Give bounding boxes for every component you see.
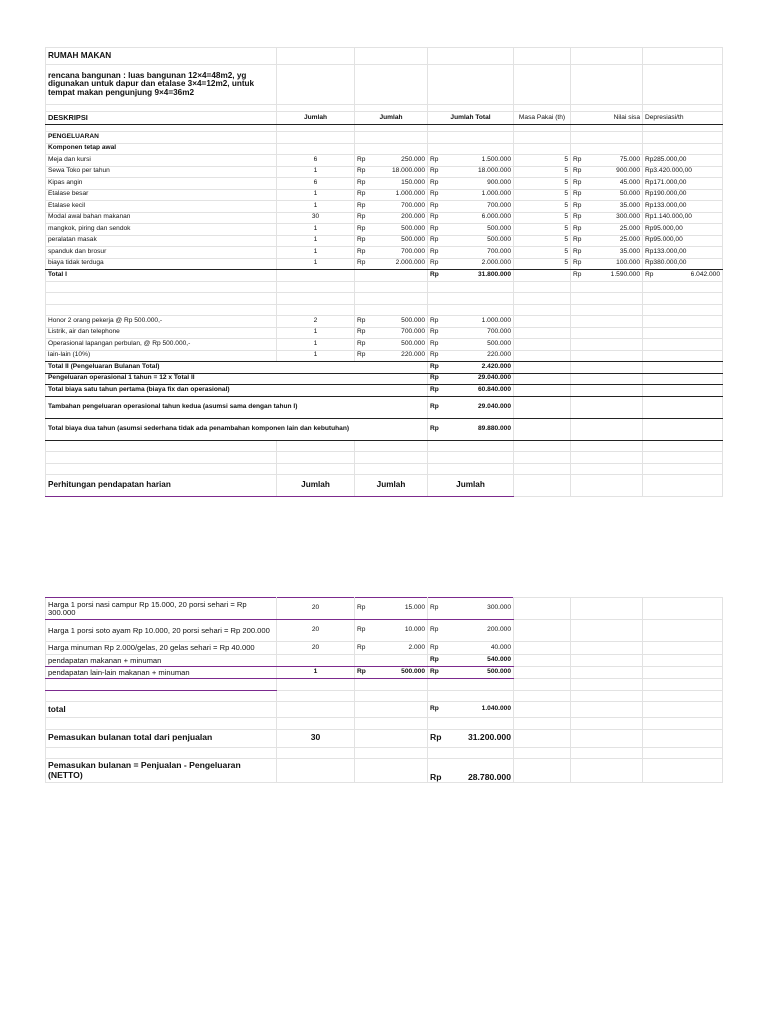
item-depreciation: Rp171.000,00 bbox=[643, 178, 723, 190]
item-residual bbox=[571, 201, 643, 213]
currency: Rp bbox=[357, 339, 366, 347]
item-residual bbox=[571, 178, 643, 190]
residual-value: 1.590.000 bbox=[610, 270, 640, 278]
item-desc: Meja dan kursi bbox=[46, 155, 277, 167]
residual-value: 25.000 bbox=[619, 224, 640, 232]
income-desc: Harga minuman Rp 2.000/gelas, 20 gelas sehari = Rp 40.000 bbox=[46, 642, 277, 655]
price-value: 700.000 bbox=[401, 247, 425, 255]
total-1-value bbox=[428, 270, 514, 282]
summary-amount: 60.840.000 bbox=[477, 385, 511, 393]
income-food-row bbox=[46, 655, 723, 667]
income-total-value bbox=[428, 702, 514, 718]
netto-label: Pemasukan bulanan = Penjualan - Pengeluaran (NETTO) bbox=[46, 759, 277, 783]
monthly-desc: lain-lain (10%) bbox=[46, 350, 277, 362]
summary-value bbox=[428, 373, 514, 385]
spreadsheet bbox=[45, 47, 722, 783]
currency: Rp bbox=[573, 155, 582, 163]
income-total bbox=[428, 642, 514, 655]
item-total bbox=[428, 166, 514, 178]
summary-value bbox=[428, 362, 514, 374]
table-row bbox=[46, 339, 723, 351]
price-value: 500.000 bbox=[401, 668, 425, 676]
item-price bbox=[355, 235, 428, 247]
item-total bbox=[428, 201, 514, 213]
summary-row bbox=[46, 418, 723, 440]
monthly-total bbox=[428, 327, 514, 339]
currency: Rp bbox=[430, 155, 439, 163]
item-desc: Modal awal bahan makanan bbox=[46, 212, 277, 224]
currency: Rp bbox=[430, 771, 442, 782]
table-row bbox=[46, 327, 723, 339]
currency: Rp bbox=[357, 167, 366, 175]
total-value: 200.000 bbox=[487, 626, 511, 634]
empty-row bbox=[46, 281, 723, 293]
summary-amount: 29.040.000 bbox=[477, 402, 511, 410]
income-qty: 20 bbox=[277, 642, 355, 655]
currency: Rp bbox=[573, 236, 582, 244]
currency: Rp bbox=[357, 604, 366, 612]
item-qty: 6 bbox=[277, 155, 355, 167]
currency: Rp bbox=[357, 224, 366, 232]
income-qty: 20 bbox=[277, 598, 355, 620]
table-row bbox=[46, 212, 723, 224]
income-header-label: Perhitungan pendapatan harian bbox=[46, 475, 277, 497]
item-qty: 1 bbox=[277, 189, 355, 201]
table-row bbox=[46, 258, 723, 270]
price-value: 250.000 bbox=[401, 155, 425, 163]
price-value: 18.000.000 bbox=[391, 167, 425, 175]
income-header-jumlah-3: Jumlah bbox=[428, 475, 514, 497]
item-desc: spanduk dan brosur bbox=[46, 247, 277, 259]
summary-label: Pengeluaran operasional 1 tahun = 12 x Total II bbox=[46, 373, 428, 385]
item-qty: 1 bbox=[277, 258, 355, 270]
monthly-total bbox=[428, 350, 514, 362]
currency: Rp bbox=[357, 236, 366, 244]
table-row bbox=[46, 350, 723, 362]
price-value: 10.000 bbox=[404, 626, 425, 634]
item-depreciation: Rp380.000,00 bbox=[643, 258, 723, 270]
item-total bbox=[428, 189, 514, 201]
currency: Rp bbox=[573, 190, 582, 198]
table-row bbox=[46, 598, 723, 620]
currency: Rp bbox=[430, 626, 439, 634]
item-depreciation: Rp95.000,00 bbox=[643, 235, 723, 247]
table-row bbox=[46, 224, 723, 236]
empty-row bbox=[46, 747, 723, 759]
table-row bbox=[46, 316, 723, 328]
currency: Rp bbox=[645, 270, 654, 278]
residual-value: 900.000 bbox=[616, 167, 640, 175]
item-depreciation: Rp1.140.000,00 bbox=[643, 212, 723, 224]
currency: Rp bbox=[430, 167, 439, 175]
income-total bbox=[428, 598, 514, 620]
monthly-price bbox=[355, 316, 428, 328]
currency: Rp bbox=[573, 167, 582, 175]
item-life: 5 bbox=[514, 201, 571, 213]
currency: Rp bbox=[573, 270, 582, 278]
item-price bbox=[355, 155, 428, 167]
total-value: 40.000 bbox=[490, 643, 511, 651]
residual-value: 75.000 bbox=[619, 155, 640, 163]
income-price bbox=[355, 598, 428, 620]
item-depreciation: Rp133.000,00 bbox=[643, 201, 723, 213]
price-value: 1.000.000 bbox=[395, 190, 425, 198]
item-life: 5 bbox=[514, 166, 571, 178]
item-depreciation: Rp190.000,00 bbox=[643, 189, 723, 201]
section-pengeluaran: PENGELUARAN bbox=[46, 132, 277, 144]
summary-label: Total II (Pengeluaran Bulanan Total) bbox=[46, 362, 428, 374]
header-masa-pakai: Masa Pakai (th) bbox=[514, 112, 571, 125]
item-qty: 30 bbox=[277, 212, 355, 224]
item-desc: Etalase besar bbox=[46, 189, 277, 201]
table-row bbox=[46, 247, 723, 259]
monthly-income-row bbox=[46, 729, 723, 747]
income-other-qty: 1 bbox=[277, 667, 355, 679]
item-life: 5 bbox=[514, 247, 571, 259]
currency: Rp bbox=[430, 604, 439, 612]
currency: Rp bbox=[430, 316, 439, 324]
total-value: 1.040.000 bbox=[481, 705, 511, 713]
currency: Rp bbox=[430, 705, 439, 713]
summary-value bbox=[428, 418, 514, 440]
monthly-total bbox=[428, 339, 514, 351]
price-value: 700.000 bbox=[401, 328, 425, 336]
currency: Rp bbox=[573, 259, 582, 267]
income-desc: Harga 1 porsi soto ayam Rp 10.000, 20 porsi sehari = Rp 200.000 bbox=[46, 620, 277, 642]
monthly-price bbox=[355, 350, 428, 362]
item-desc: Etalase kecil bbox=[46, 201, 277, 213]
currency: Rp bbox=[430, 402, 439, 410]
residual-value: 35.000 bbox=[619, 247, 640, 255]
price-value: 500.000 bbox=[401, 236, 425, 244]
item-qty: 1 bbox=[277, 247, 355, 259]
monthly-desc: Honor 2 orang pekerja @ Rp 500.000,- bbox=[46, 316, 277, 328]
item-price bbox=[355, 258, 428, 270]
item-qty: 1 bbox=[277, 166, 355, 178]
item-desc: mangkok, piring dan sendok bbox=[46, 224, 277, 236]
price-value: 500.000 bbox=[401, 339, 425, 347]
residual-value: 35.000 bbox=[619, 201, 640, 209]
item-price bbox=[355, 201, 428, 213]
total-value: 1.000.000 bbox=[481, 190, 511, 198]
monthly-qty: 1 bbox=[277, 327, 355, 339]
header-jumlah-total: Jumlah Total bbox=[428, 112, 514, 125]
currency: Rp bbox=[430, 178, 439, 186]
header-row bbox=[46, 112, 723, 125]
income-other-row bbox=[46, 667, 723, 679]
empty-row bbox=[46, 440, 723, 452]
monthly-price bbox=[355, 327, 428, 339]
currency: Rp bbox=[430, 201, 439, 209]
item-life: 5 bbox=[514, 178, 571, 190]
price-value: 150.000 bbox=[401, 178, 425, 186]
currency: Rp bbox=[357, 351, 366, 359]
item-price bbox=[355, 247, 428, 259]
monthly-qty: 2 bbox=[277, 316, 355, 328]
residual-value: 25.000 bbox=[619, 236, 640, 244]
income-desc: Harga 1 porsi nasi campur Rp 15.000, 20 porsi sehari = Rp 300.000 bbox=[46, 598, 277, 620]
empty-row bbox=[46, 463, 723, 475]
item-life: 5 bbox=[514, 258, 571, 270]
section-komponen: Komponen tetap awal bbox=[46, 143, 277, 155]
summary-amount: 29.040.000 bbox=[477, 374, 511, 382]
total-value: 500.000 bbox=[487, 236, 511, 244]
currency: Rp bbox=[430, 247, 439, 255]
price-value: 200.000 bbox=[401, 213, 425, 221]
income-table bbox=[45, 597, 723, 783]
total-1-label: Total I bbox=[46, 270, 277, 282]
currency: Rp bbox=[430, 668, 439, 676]
item-life: 5 bbox=[514, 224, 571, 236]
monthly-qty: 1 bbox=[277, 350, 355, 362]
residual-value: 50.000 bbox=[619, 190, 640, 198]
table-row bbox=[46, 620, 723, 642]
price-value: 500.000 bbox=[401, 316, 425, 324]
table-row bbox=[46, 155, 723, 167]
currency: Rp bbox=[357, 626, 366, 634]
monthly-income-value bbox=[428, 729, 514, 747]
monthly-desc: Listrik, air dan telephone bbox=[46, 327, 277, 339]
total-value: 6.000.000 bbox=[481, 213, 511, 221]
currency: Rp bbox=[430, 362, 439, 370]
header-nilai-sisa: Nilai sisa bbox=[571, 112, 643, 125]
table-row bbox=[46, 189, 723, 201]
item-depreciation: Rp285.000,00 bbox=[643, 155, 723, 167]
summary-value bbox=[428, 385, 514, 397]
item-total bbox=[428, 178, 514, 190]
total-value: 31.200.000 bbox=[467, 732, 511, 743]
summary-amount: 89.880.000 bbox=[477, 424, 511, 432]
total-value: 31.800.000 bbox=[477, 270, 511, 278]
summary-label: Tambahan pengeluaran operasional tahun kedua (asumsi sama dengan tahun I) bbox=[46, 396, 428, 418]
empty-row bbox=[46, 304, 723, 316]
item-life: 5 bbox=[514, 212, 571, 224]
income-total bbox=[428, 620, 514, 642]
total-1-row bbox=[46, 270, 723, 282]
currency: Rp bbox=[357, 259, 366, 267]
income-food-label: pendapatan makanan + minuman bbox=[46, 655, 277, 667]
item-desc: biaya tidak terduga bbox=[46, 258, 277, 270]
currency: Rp bbox=[430, 236, 439, 244]
item-life: 5 bbox=[514, 235, 571, 247]
price-value: 500.000 bbox=[401, 224, 425, 232]
income-header-jumlah-1: Jumlah bbox=[277, 475, 355, 497]
currency: Rp bbox=[357, 643, 366, 651]
total-value: 28.780.000 bbox=[467, 771, 511, 782]
item-total bbox=[428, 155, 514, 167]
netto-row bbox=[46, 759, 723, 783]
item-qty: 1 bbox=[277, 224, 355, 236]
item-residual bbox=[571, 212, 643, 224]
table-row bbox=[46, 235, 723, 247]
item-price bbox=[355, 178, 428, 190]
total-value: 500.000 bbox=[487, 224, 511, 232]
empty-row bbox=[46, 293, 723, 305]
currency: Rp bbox=[573, 178, 582, 186]
income-other-total bbox=[428, 667, 514, 679]
currency: Rp bbox=[357, 213, 366, 221]
table-row bbox=[46, 201, 723, 213]
total-value: 700.000 bbox=[487, 247, 511, 255]
total-value: 1.500.000 bbox=[481, 155, 511, 163]
item-total bbox=[428, 235, 514, 247]
item-depreciation: Rp95.000,00 bbox=[643, 224, 723, 236]
income-food-total bbox=[428, 655, 514, 667]
item-depreciation: Rp133.000,00 bbox=[643, 247, 723, 259]
item-depreciation: Rp3.420.000,00 bbox=[643, 166, 723, 178]
currency: Rp bbox=[573, 213, 582, 221]
item-desc: Sewa Toko per tahun bbox=[46, 166, 277, 178]
empty-row bbox=[46, 690, 723, 702]
price-value: 2.000.000 bbox=[395, 259, 425, 267]
income-price bbox=[355, 620, 428, 642]
total-value: 700.000 bbox=[487, 328, 511, 336]
item-price bbox=[355, 212, 428, 224]
total-value: 300.000 bbox=[487, 604, 511, 612]
currency: Rp bbox=[430, 385, 439, 393]
income-total-row bbox=[46, 702, 723, 718]
currency: Rp bbox=[430, 424, 439, 432]
currency: Rp bbox=[430, 374, 439, 382]
item-residual bbox=[571, 155, 643, 167]
income-total-label: total bbox=[46, 702, 277, 718]
item-life: 5 bbox=[514, 189, 571, 201]
currency: Rp bbox=[357, 155, 366, 163]
residual-value: 45.000 bbox=[619, 178, 640, 186]
header-jumlah-2: Jumlah bbox=[355, 112, 428, 125]
currency: Rp bbox=[357, 247, 366, 255]
total-value: 1.000.000 bbox=[481, 316, 511, 324]
currency: Rp bbox=[430, 656, 439, 664]
price-value: 2.000 bbox=[408, 643, 425, 651]
residual-value: 100.000 bbox=[616, 259, 640, 267]
price-value: 220.000 bbox=[401, 351, 425, 359]
item-residual bbox=[571, 258, 643, 270]
currency: Rp bbox=[430, 351, 439, 359]
currency: Rp bbox=[357, 201, 366, 209]
monthly-qty: 1 bbox=[277, 339, 355, 351]
total-value: 18.000.000 bbox=[477, 167, 511, 175]
currency: Rp bbox=[573, 201, 582, 209]
table-row bbox=[46, 166, 723, 178]
item-price bbox=[355, 224, 428, 236]
total-1-dep bbox=[643, 270, 723, 282]
table-row bbox=[46, 178, 723, 190]
item-qty: 1 bbox=[277, 201, 355, 213]
dep-value: 6.042.000 bbox=[690, 270, 720, 278]
total-value: 500.000 bbox=[487, 668, 511, 676]
empty-row bbox=[46, 679, 723, 691]
currency: Rp bbox=[573, 247, 582, 255]
summary-value bbox=[428, 396, 514, 418]
item-residual bbox=[571, 224, 643, 236]
total-value: 2.000.000 bbox=[481, 259, 511, 267]
currency: Rp bbox=[430, 190, 439, 198]
currency: Rp bbox=[430, 213, 439, 221]
item-life: 5 bbox=[514, 155, 571, 167]
income-header-jumlah-2: Jumlah bbox=[355, 475, 428, 497]
item-price bbox=[355, 166, 428, 178]
empty-row bbox=[46, 452, 723, 464]
currency: Rp bbox=[430, 224, 439, 232]
currency: Rp bbox=[430, 270, 439, 278]
header-deskripsi: DESKRIPSI bbox=[46, 112, 277, 125]
total-value: 700.000 bbox=[487, 201, 511, 209]
currency: Rp bbox=[357, 328, 366, 336]
currency: Rp bbox=[430, 339, 439, 347]
monthly-income-qty: 30 bbox=[277, 729, 355, 747]
currency: Rp bbox=[357, 190, 366, 198]
price-value: 700.000 bbox=[401, 201, 425, 209]
item-residual bbox=[571, 247, 643, 259]
residual-value: 300.000 bbox=[616, 213, 640, 221]
item-total bbox=[428, 224, 514, 236]
monthly-income-label: Pemasukan bulanan total dari penjualan bbox=[46, 729, 277, 747]
monthly-total bbox=[428, 316, 514, 328]
item-residual bbox=[571, 166, 643, 178]
income-header-row bbox=[46, 475, 723, 497]
income-qty: 20 bbox=[277, 620, 355, 642]
currency: Rp bbox=[430, 732, 442, 743]
summary-row bbox=[46, 396, 723, 418]
item-qty: 1 bbox=[277, 235, 355, 247]
header-depresiasi: Depresiasi/th bbox=[643, 112, 723, 125]
currency: Rp bbox=[357, 178, 366, 186]
item-desc: peralatan masak bbox=[46, 235, 277, 247]
item-residual bbox=[571, 189, 643, 201]
header-jumlah-1: Jumlah bbox=[277, 112, 355, 125]
item-total bbox=[428, 212, 514, 224]
expense-table bbox=[45, 47, 723, 497]
income-other-label: pendapatan lain-lain makanan + minuman bbox=[46, 667, 277, 679]
monthly-desc: Operasional lapangan perbulan, @ Rp 500.000,- bbox=[46, 339, 277, 351]
currency: Rp bbox=[430, 259, 439, 267]
summary-row bbox=[46, 385, 723, 397]
income-price bbox=[355, 642, 428, 655]
monthly-price bbox=[355, 339, 428, 351]
total-value: 500.000 bbox=[487, 339, 511, 347]
item-total bbox=[428, 258, 514, 270]
currency: Rp bbox=[357, 668, 366, 676]
total-1-residual bbox=[571, 270, 643, 282]
summary-row bbox=[46, 362, 723, 374]
summary-amount: 2.420.000 bbox=[481, 362, 511, 370]
empty-row bbox=[46, 718, 723, 730]
total-value: 540.000 bbox=[487, 656, 511, 664]
total-value: 900.000 bbox=[487, 178, 511, 186]
table-row bbox=[46, 642, 723, 655]
summary-row bbox=[46, 373, 723, 385]
item-price bbox=[355, 189, 428, 201]
income-other-price bbox=[355, 667, 428, 679]
item-total bbox=[428, 247, 514, 259]
currency: Rp bbox=[430, 643, 439, 651]
summary-label: Total biaya satu tahun pertama (biaya fix dan operasional) bbox=[46, 385, 428, 397]
currency: Rp bbox=[573, 224, 582, 232]
building-plan: rencana bangunan : luas bangunan 12×4=48m2, yg digunakan untuk dapur dan etalase 3×4=12m2, untuk tempat makan pengunjung 9×4=36m2 bbox=[46, 65, 277, 105]
currency: Rp bbox=[357, 316, 366, 324]
item-desc: Kipas angin bbox=[46, 178, 277, 190]
netto-value bbox=[428, 759, 514, 783]
item-qty: 6 bbox=[277, 178, 355, 190]
currency: Rp bbox=[430, 328, 439, 336]
price-value: 15.000 bbox=[404, 604, 425, 612]
summary-label: Total biaya dua tahun (asumsi sederhana tidak ada penambahan komponen lain dan kebutuhan) bbox=[46, 418, 428, 440]
item-residual bbox=[571, 235, 643, 247]
sheet-title: RUMAH MAKAN bbox=[46, 48, 277, 65]
total-value: 220.000 bbox=[487, 351, 511, 359]
